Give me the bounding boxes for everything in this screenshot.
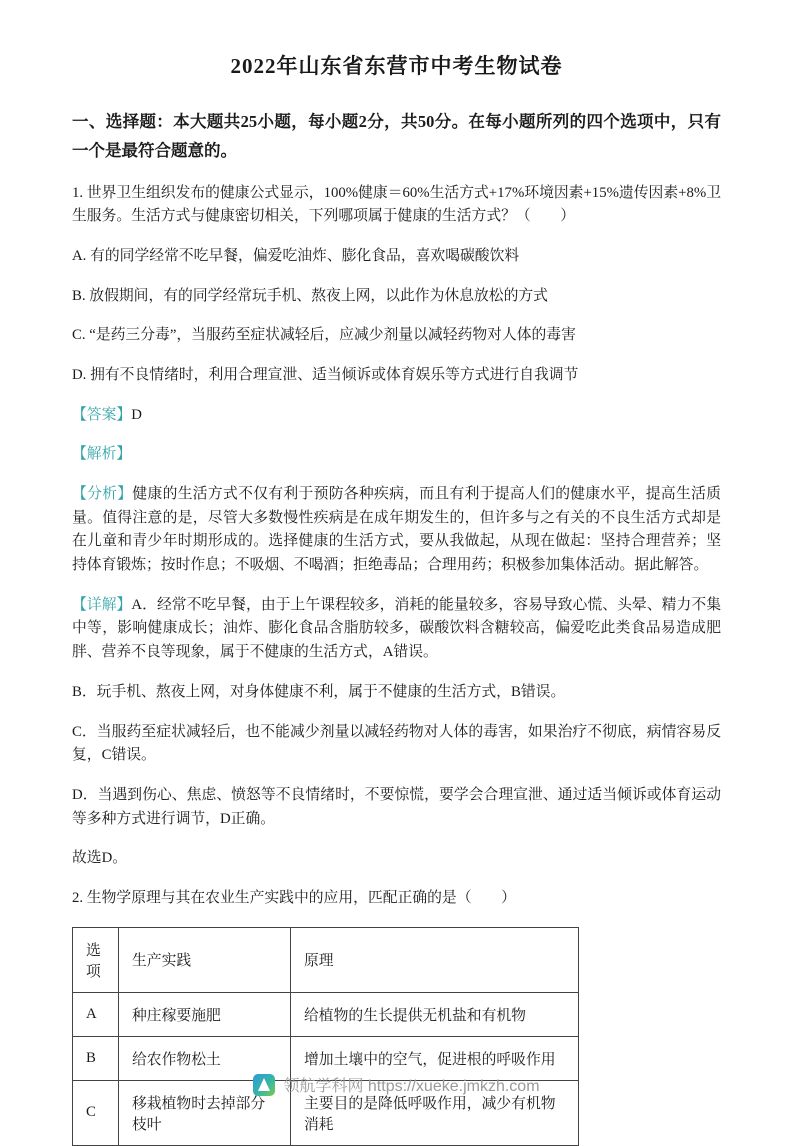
question-1-stem: 1. 世界卫生组织发布的健康公式显示，100%健康＝60%生活方式+17%环境因素+15%遗传因素+8%卫生服务。生活方式与健康密切相关，下列哪项属于健康的生活方式？（ ） xyxy=(72,184,721,225)
question-1-conclusion: 故选D。 xyxy=(72,850,128,867)
table-cell-principle: 给植物的生长提供无机盐和有机物 xyxy=(291,992,579,1036)
section-1-header: 一、选择题：本大题共25小题，每小题2分，共50分。在每小题所列的四个选项中，只有一个是最符合题意的。 xyxy=(72,112,721,160)
leading-sail-logo-icon xyxy=(253,1074,275,1096)
table-row xyxy=(73,992,579,1036)
analysis-text: 健康的生活方式不仅有利于预防各种疾病，而且有利于提高人们的健康水平，提高生活质量。值得注意的是，尽管大多数慢性疾病是在成年期发生的，但许多与之有关的不良生活方式却是在儿童和青少年时期形成的。选择健康的生活方式，要从我做起，从现在做起：坚持合理营养；坚持体育锻炼；按时作息；不吸烟、不喝酒；拒绝毒品；合理用药；积极参加集体活动。据此解答。 xyxy=(72,486,721,574)
table-cell-option: B xyxy=(73,1036,119,1080)
question-1-explanation-header xyxy=(72,443,721,467)
watermark-footer xyxy=(0,1073,793,1096)
watermark-site-text: 领航学科网 https://xueke.jmkzh.com xyxy=(283,1078,540,1095)
question-2-stem: 2. 生物学原理与其在农业生产实践中的应用，匹配正确的是（ ） xyxy=(72,889,516,906)
question-1-option-c: C. “是药三分毒”，当服药至症状减轻后，应减少剂量以减轻药物对人体的毒害 xyxy=(72,327,576,344)
table-cell-option: C xyxy=(73,1080,119,1145)
table-cell-practice: 种庄稼要施肥 xyxy=(119,992,291,1036)
question-1-option-d: D. 拥有不良情绪时，利用合理宣泄、适当倾诉或体育娱乐等方式进行自我调节 xyxy=(72,367,579,384)
table-cell-principle: 主要目的是降低呼吸作用，减少有机物消耗 xyxy=(291,1080,579,1145)
question-1-detail-d: D．当遇到伤心、焦虑、愤怒等不良情绪时，不要惊慌，要学会合理宣泄、通过适当倾诉或体育运动等多种方式进行调节，D正确。 xyxy=(72,786,721,827)
table-cell-practice: 给农作物松土 xyxy=(119,1036,291,1080)
page-title: 2022年山东省东营市中考生物试卷 xyxy=(230,54,563,78)
analysis-label: 【分析】 xyxy=(72,486,133,503)
question-1-detail-c: C．当服药至症状减轻后，也不能减少剂量以减轻药物对人体的毒害，如果治疗不彻底，病情容易反复，C错误。 xyxy=(72,723,721,764)
question-1-detail-b: B．玩手机、熬夜上网，对身体健康不利，属于不健康的生活方式，B错误。 xyxy=(72,683,566,700)
question-1-detail-a xyxy=(72,594,721,665)
question-2-table xyxy=(72,927,579,1146)
table-cell-principle: 增加土壤中的空气，促进根的呼吸作用 xyxy=(291,1036,579,1080)
table-cell-practice: 移栽植物时去掉部分枝叶 xyxy=(119,1080,291,1145)
question-1-answer-line xyxy=(72,404,721,428)
question-1-analysis xyxy=(72,483,721,578)
question-1-option-a: A. 有的同学经常不吃早餐，偏爱吃油炸、膨化食品，喜欢喝碳酸饮料 xyxy=(72,248,520,265)
table-header-principle: 原理 xyxy=(291,927,579,992)
detail-a-text: A．经常不吃早餐，由于上午课程较多，消耗的能量较多，容易导致心慌、头晕、精力不集中等，影响健康成长；油炸、膨化食品含脂肪较多，碳酸饮料含糖较高，偏爱吃此类食品易造成肥胖、营养不良等现象，属于不健康的生活方式，A错误。 xyxy=(72,596,721,661)
detail-label: 【详解】 xyxy=(72,596,132,613)
table-header-row xyxy=(73,927,579,992)
answer-value: D xyxy=(131,406,142,423)
answer-label: 【答案】 xyxy=(72,406,132,423)
question-1-option-b: B. 放假期间，有的同学经常玩手机、熬夜上网，以此作为休息放松的方式 xyxy=(72,287,548,304)
table-header-option: 选项 xyxy=(73,927,119,992)
table-header-practice: 生产实践 xyxy=(119,927,291,992)
table-cell-option: A xyxy=(73,992,119,1036)
explanation-label: 【解析】 xyxy=(72,446,132,463)
